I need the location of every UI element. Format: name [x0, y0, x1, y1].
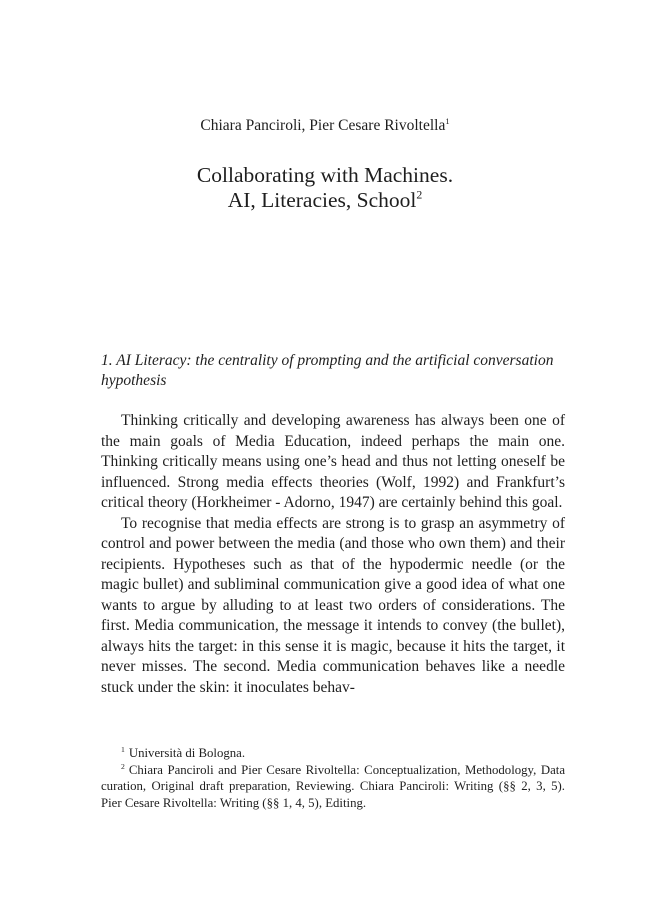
paragraph: Thinking critically and developing awareness has always been one of the main goals of Media Education, indeed perhaps the main one. Thinking critically means using one’s head and thus not letting oneself be influenced. Strong media effects theories (Wolf, 1992) and Frankfurt’s critical theory (Horkheimer - Adorno, 1947) are certainly behind this goal. [101, 412, 565, 511]
footnote-marker: 2 [121, 761, 125, 771]
title-line-1: Collaborating with Machines. [196, 163, 454, 187]
paragraph: To recognise that media effects are strong is to grasp an asymmetry of control and power between the media (and those who own them) and their recipients. Hypotheses such as that of the hypodermic needle (or the magic bullet) and subliminal communication give a good idea of what one wants to argue by alluding to at least two orders of considerations. The first. Media communication, the message it intends to convey (the bullet), always hits the target: in this sense it is magic, because it hits the target, it never misses. The second. Media communication behaves like a needle stuck under the skin: it inoculates behav- [101, 514, 565, 696]
authors-text: Chiara Panciroli, Pier Cesare Rivoltella [200, 117, 446, 134]
footnotes [101, 745, 565, 811]
author-line [0, 117, 650, 135]
footnote [101, 762, 565, 812]
body-text [101, 411, 565, 698]
paper-title [0, 163, 650, 213]
footnote-text: Chiara Panciroli and Pier Cesare Rivoltella: Conceptualization, Methodology, Data curation, Original draft preparation, Reviewing. Chiara Panciroli: Writing (§§ 2, 3, 5). Pier Cesare Rivoltella: Writing (§§ 1, 4, 5), Editing. [101, 762, 565, 810]
authors-footnote-marker[interactable]: 1 [445, 116, 450, 127]
section-heading: 1. AI Literacy: the centrality of prompting and the artificial conversation hypothesis [101, 352, 554, 389]
title-line-2: AI, Literacies, School [227, 188, 417, 212]
title-line-2-wrap [0, 188, 650, 213]
footnote [101, 745, 565, 762]
footnote-text: Università di Bologna. [128, 746, 246, 760]
footnote-marker: 1 [121, 745, 125, 755]
title-footnote-marker[interactable]: 2 [416, 187, 423, 202]
